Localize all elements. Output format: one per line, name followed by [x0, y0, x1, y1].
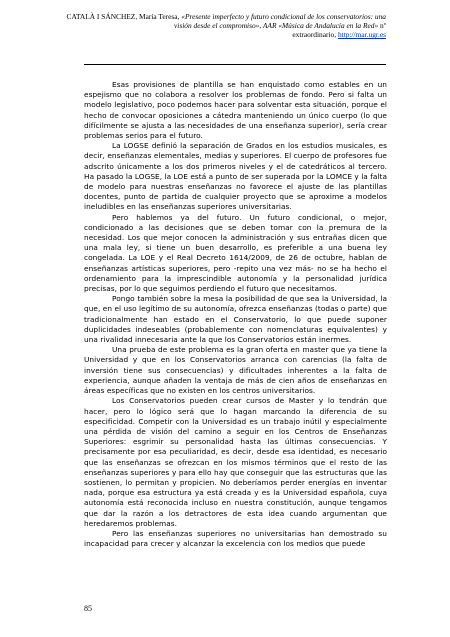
page-number: 85	[84, 604, 92, 613]
paragraph: Pero las enseñanzas superiores no universitarias han demostrado su incapacidad para crecer y alcanzar la excelencia con los medios que puede	[84, 528, 387, 549]
paragraph: La LOGSE definió la separación de Grados en los estudios musicales, es decir, enseñanzas elementales, medias y superiores. El cuerpo de profesores fue adscrito únicamente a los dos primeros niveles y el de catedráticos al tercero. Ha pasado la LOGSE, la LOE está a punto de ser superada por la LOMCE y la falta de modelo para nuestras enseñanzas no favorece el ajuste de las plantillas docentes, punto de partida de cualquier proyecto que se aproxime a modelos ineludibles en las enseñanzas superiores universitarias.	[84, 141, 387, 212]
header-number: nº	[380, 21, 386, 31]
body-text	[84, 80, 387, 549]
paragraph: Los Conservatorios pueden crear cursos de Master y lo tendrán que hacer, pero lo lógico será que lo hagan marcando la diferencia de su especificidad. Competir con la Universidad es un trabajo inútil y especialmente una pérdida de visión del camino a seguir en los Centros de Enseñanzas Superiores: esgrimir su personalidad hasta las últimas consecuencias. Y precisamente por esa peculiaridad, es decir, desde esa identidad, es necesario que las enseñanzas se ofrezcan en los mismos términos que el resto de las enseñanzas superiores y para ello hay que conseguir que las estructuras que las sostienen, lo permitan y propicien. No deberíamos perder energías en inventar nada, porque esa estructura ya está creada y es la Universidad española, cuya autonomía está reconocida incluso en nuestra constitución, aunque tengamos que dar la razón a los detractores de esta idea cuando argumentan que heredaremos problemas.	[84, 396, 387, 528]
header-title-part2: conservatorios: una visión desde el compromiso»,	[174, 12, 386, 31]
paragraph: Pero hablemos ya del futuro. Un futuro condicional, o mejor, condicionado a las decisiones que se deben tomar con la premura de la necesidad. Los que mejor conocen la administración y sus entrañas dicen que una mala ley, si tiene un buen desarrollo, es preferible a una buena ley congelada. La LOE y el Real Decreto 1614/2009, de 26 de octubre, hablan de enseñanzas artísticas superiores, pero -repito una vez más- no se ha hecho el ordenamiento para la imprescindible autonomía y la personalidad jurídica precisas, por lo que seguimos perdiendo el futuro que necesitamos.	[84, 212, 387, 294]
header-journal: AAR «Música de Andalucía en la Red»	[262, 21, 379, 31]
header-title-part1: «Presente imperfecto y futuro condicional de los	[181, 12, 325, 21]
running-header	[66, 12, 386, 40]
paragraph: Esas provisiones de plantilla se han enquistado como estables en un espejismo que no colabora a resolver los problemas de fondo. Pero si falta un modelo legislativo, poco podemos hacer para solventar esta situación, porque el hecho de convocar oposiciones a cátedra manteniendo un único cuerpo (lo que difícilmente se ajusta a las necesidades de una enseñanza superior), sería crear problemas serios para el futuro.	[84, 80, 387, 141]
header-issue: extraordinario,	[292, 30, 337, 40]
paragraph: Pongo también sobre la mesa la posibilidad de que sea la Universidad, la que, en el uso legítimo de su autonomía, ofrezca enseñanzas (todas o parte) que tradicionalmente han estado en el Conservatorio, lo que puede suponer duplicidades indeseables (probablemente con nomenclaturas equivalentes) y una rivalidad innecesaria ante la que los Conservatorios están inermes.	[84, 294, 387, 345]
header-divider	[84, 64, 386, 65]
header-authors: CATALÀ I SÁNCHEZ, María Teresa,	[66, 12, 180, 21]
paragraph: Una prueba de este problema es la gran oferta en master que ya tiene la Universidad y que en los Conservatorios arranca con carencias (la falta de inversión tiene sus consecuencias) y dificultades inherentes a la falta de experiencia, aunque añaden la ventaja de más de cien años de enseñanzas en áreas específicas que no existen en los centros universitarios.	[84, 345, 387, 396]
header-url-link[interactable]: http://mar.ugr.es	[337, 30, 386, 40]
